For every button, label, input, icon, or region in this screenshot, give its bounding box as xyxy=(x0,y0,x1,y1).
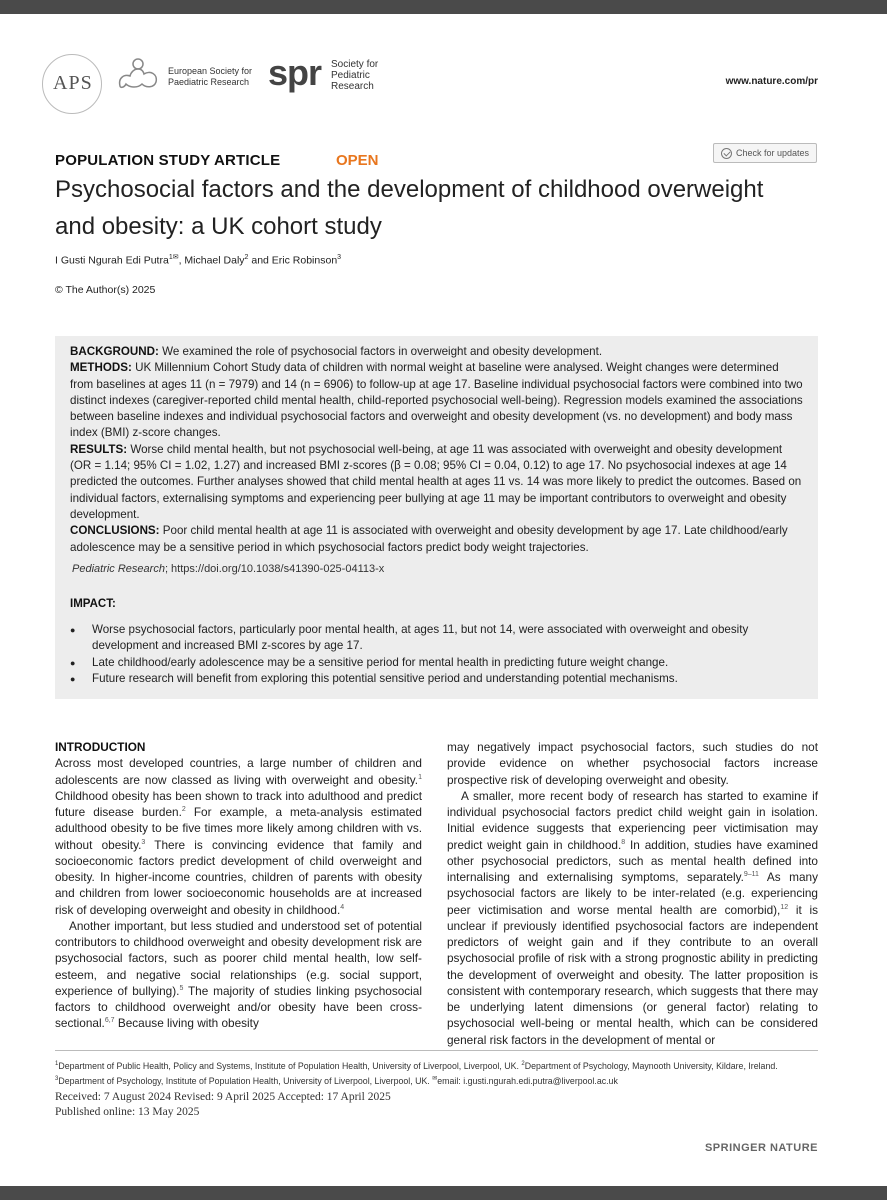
impact-bullet: ● Late childhood/early adolescence may be a sensitive period for mental health in predicting future weight change. xyxy=(70,655,800,671)
reference-link[interactable]: 6,7 xyxy=(104,1017,115,1025)
spr-logo xyxy=(268,52,408,96)
reference-link[interactable]: 2 xyxy=(181,806,186,814)
citation-line xyxy=(72,563,384,575)
abstract-background: BACKGROUND: We examined the role of psychosocial factors in overweight and obesity development. xyxy=(70,345,603,358)
open-access-label: OPEN xyxy=(336,152,379,169)
body-column-left xyxy=(55,739,422,1032)
author-list: I Gusti Ngurah Edi Putra$^{1✉}$, Michael Daly$^2$ and Eric Robinson$^3$ xyxy=(55,254,342,267)
body-column-right xyxy=(447,739,818,1048)
intro-paragraph: Across most developed countries, a large number of children and adolescents are now classed as living with overweight and obesity.$^1$ Childhood obesity has been shown to track into adulthood and predict future disease burden.$^2$ For example, a meta-analysis estimated adulthood obesity to be five times more likely among children with vs. without obesity.$^3$ There is convincing evidence that family and socioeconomic factors predict development of child overweight and obesity. In higher-income countries, children of parents with obesity and children from lower socioeconomic households are at increased risk of developing overweight and obesity in childhood.$^4$ xyxy=(55,756,422,917)
reference-link[interactable]: 9–11 xyxy=(743,871,759,879)
abstract-results: RESULTS: Worse child mental health, but not psychosocial well-being, at age 11 was associated with overweight and obesity development (OR = 1.14; 95% CI = 1.02, 1.27) and increased BMI z-scores (β = 0.08; 95% CI = 0.04, 0.12) to age 17. No psychosocial indexes at age 14 predicted the outcomes. Further analyses showed that child mental health at ages 11 vs. 14 was more likely to predict the outcomes. Based on individual factors, externalising symptoms and experiencing peer bullying at age 11 may be important contributors to overweight and obesity development. xyxy=(70,442,802,521)
reference-link[interactable]: 8 xyxy=(621,838,626,846)
article-page xyxy=(0,14,887,1186)
journal-name: Pediatric Research xyxy=(72,563,165,575)
author-affiliation-ref: 2 xyxy=(244,254,249,261)
corresponding-email[interactable]: email: i.gusti.ngurah.edi.putra@liverpool.ac.uk xyxy=(437,1075,618,1086)
reference-link[interactable]: 5 xyxy=(179,984,184,992)
author-name[interactable]: Michael Daly xyxy=(184,254,245,267)
article-title: Psychosocial factors and the development of childhood overweight and obesity: a UK cohort study xyxy=(55,176,764,240)
introduction-heading: INTRODUCTION xyxy=(55,740,146,754)
check-updates-icon xyxy=(721,148,732,159)
abstract-methods: METHODS: UK Millennium Cohort Study data of children with normal weight at baseline were analysed. Weight changes were determined from baselines at ages 11 (n = 7979) and 14 (n = 6906) to follow-up at age 17. Baseline individual psychosocial factors were combined into two distinct indexes (caregiver-reported child mental health, child-reported psychosocial well-being). Regression models examined the associations between baseline indexes and individual psychosocial factors and overweight and obesity development (vs. no development) and body mass index (BMI) z-score changes. xyxy=(70,361,803,440)
doi-link[interactable]: ; https://doi.org/10.1038/s41390-025-04113-x xyxy=(164,563,385,575)
copyright-notice: © The Author(s) 2025 xyxy=(55,284,156,296)
article-dates xyxy=(55,1090,391,1120)
reference-link[interactable]: 1 xyxy=(418,773,422,781)
espr-logo xyxy=(116,54,266,94)
check-for-updates-button[interactable] xyxy=(713,143,817,163)
abstract-text xyxy=(70,344,805,556)
intro-paragraph-continued: may negatively impact psychosocial factors, such studies do not provide evidence on whether psychosocial factors increase prospective risk of developing overweight and obesity. xyxy=(447,740,818,787)
author-name[interactable]: Eric Robinson xyxy=(271,254,338,267)
author-affiliation-ref: 3 xyxy=(337,254,342,261)
spr-logo-mark: spr xyxy=(268,52,322,93)
abstract-conclusions: CONCLUSIONS: Poor child mental health at age 11 is associated with overweight and obesity development by age 17. Late childhood/early adolescence may be a sensitive period in which psychosocial factors predict body weight trajectories. xyxy=(70,524,788,554)
footnote-divider xyxy=(55,1050,818,1051)
aps-logo xyxy=(40,54,108,114)
impact-bullet: ● Future research will benefit from exploring this potential sensitive period and understanding potential mechanisms. xyxy=(70,671,800,687)
email-icon: ✉ xyxy=(432,1075,438,1082)
impact-list xyxy=(70,622,800,687)
received-revised-accepted: Received: 7 August 2024 Revised: 9 April 2025 Accepted: 17 April 2025 xyxy=(55,1091,391,1103)
espr-logo-text: European Society for Paediatric Research xyxy=(168,66,253,87)
espr-figure-icon xyxy=(116,56,162,90)
reference-link[interactable]: 4 xyxy=(340,903,345,911)
reference-link[interactable]: 12 xyxy=(780,903,789,911)
published-date: Published online: 13 May 2025 xyxy=(55,1106,200,1118)
impact-heading: IMPACT: xyxy=(70,598,116,610)
intro-paragraph: A smaller, more recent body of research has started to examine if individual psychosocial factors predict child weight gain in isolation. Initial evidence suggests that experiencing peer victimisation may predict weight gain in childhood.$^8$ In addition, studies have examined other psychosocial predictors, such as mental health defined into internalising and externalising symptoms, separately.$^{9-11}$ As many psychosocial factors are likely to be inter-related (e.g. experiencing peer victimisation and worse mental health are comorbid),$^{12}$ it is unclear if previously identified psychosocial factors are independent predictors of weight gain and if they contribute to an overall psychosocial profile of risk with a strong prognostic ability in predicting the development of overweight and obesity. The latter proposition is consistent with contemporary research, which suggests that there may be underlying latent dimensions (or general factor) relating to psychosocial well-being or mental health, which can be considered general risk factors in the development of mental or xyxy=(447,788,819,1047)
intro-paragraph: Another important, but less studied and understood set of potential contributors to childhood overweight and obesity development risk are psychosocial factors, such as poorer child mental health, low self-esteem, and negative social relationships (e.g. social support, experience of bullying).$^5$ The majority of studies linking psychosocial factors to childhood overweight and/or obesity have been cross-sectional.$^{6,7}$ Because living with obesity xyxy=(55,918,422,1031)
author-affiliation-ref: 1✉ xyxy=(168,254,179,261)
impact-bullet: ● Worse psychosocial factors, particularly poor mental health, at ages 11, but not 14, were associated with overweight and obesity development and increased BMI z-scores by age 17. xyxy=(70,622,800,655)
publisher-logo: SPRINGER NATURE xyxy=(704,1142,818,1154)
article-type-label: POPULATION STUDY ARTICLE xyxy=(55,152,281,169)
reference-link[interactable]: 3 xyxy=(141,838,146,846)
aps-logo-text: APS xyxy=(53,72,93,94)
affiliations: $^1$Department of Public Health, Policy and Systems, Institute of Population Health, University of Liverpool, Liverpool, UK. $^2$Department of Psychology, Maynooth University, Kildare, Ireland. $^3$Department of Psychology, Institute of Population Health, University of Liverpool, Liverpool, UK. ✉email: i.gusti.ngurah.edi.putra@liverpool.ac.uk xyxy=(55,1060,778,1086)
spr-logo-text: Society for Pediatric Research xyxy=(331,59,379,92)
journal-website-link[interactable]: www.nature.com/pr xyxy=(725,76,818,87)
author-name[interactable]: I Gusti Ngurah Edi Putra xyxy=(55,254,169,267)
check-updates-label: Check for updates xyxy=(735,148,810,158)
